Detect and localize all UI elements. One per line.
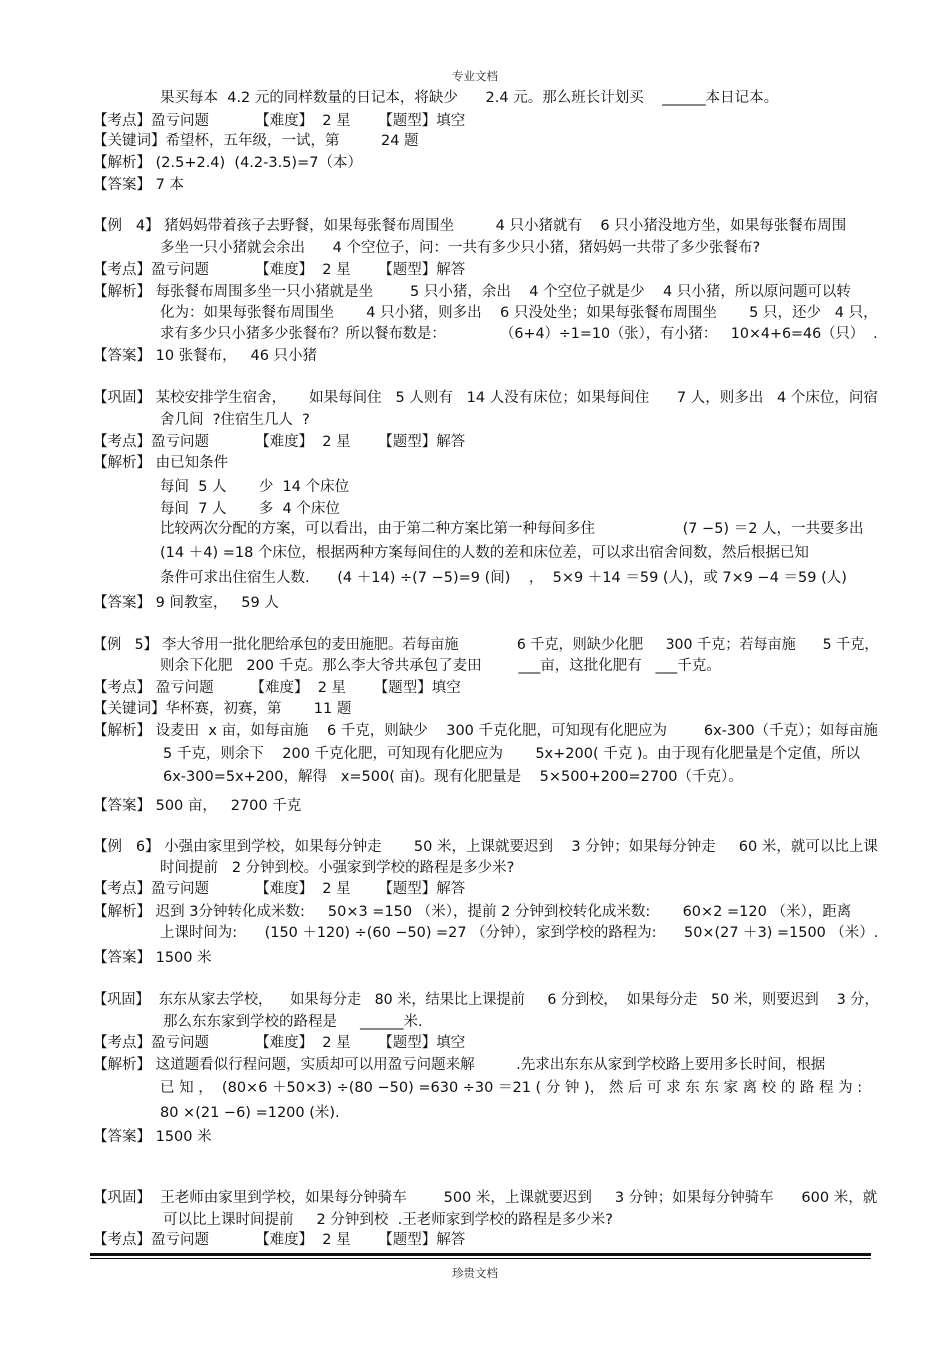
text-line: 【考点】 盈亏问题 【难度】 2 星 【题型】填空	[93, 680, 461, 696]
text-line: 每间 7 人 多 4 个床位	[160, 501, 340, 517]
text-line: (14 ＋4) =18 个床位，根据两种方案每间住的人数的差和床位差，可以求出宿舍间数，然后根据已知	[160, 545, 809, 561]
text-line: 【解析】 由已知条件	[93, 455, 229, 471]
text-line: 【答案】 1500 米	[93, 950, 212, 966]
text-line: 多坐一只小猪就会余出 4 个空位子，问：一共有多少只小猪，猪妈妈一共带了多少张餐布?	[160, 240, 761, 256]
text-line: 条件可求出住宿生人数. (4 ＋14) ÷(7 −5)=9 (间) ， 5×9 ＋14 ＝59 (人)，或 7×9 −4 ＝59 (人)	[160, 570, 847, 586]
text-line: 80 ×(21 −6) =1200 (米).	[160, 1105, 340, 1121]
text-line: 【考点】盈亏问题 【难度】 2 星 【题型】解答	[93, 434, 466, 450]
text-line: 【巩固】 王老师由家里到学校，如果每分钟骑车 500 米，上课就要迟到 3 分钟；如果每分钟骑车 600 米，就	[93, 1190, 878, 1206]
text-line: 已 知 ， (80×6 ＋50×3) ÷(80 −50) =630 ÷30 ＝21 ( 分 钟 )， 然 后 可 求 东 东 家 离 校 的 路 程 为 :	[160, 1080, 863, 1096]
text-line: 【答案】 9 间教室， 59 人	[93, 595, 279, 611]
text-line: 【考点】盈亏问题 【难度】 2 星 【题型】填空	[93, 1035, 466, 1051]
text-line: 【例 4】 猪妈妈带着孩子去野餐，如果每张餐布周围坐 4 只小猪就有 6 只小猪没地方坐，如果每张餐布周围	[93, 218, 847, 234]
text-line: 【关键词】希望杯，五年级，一试，第 24 题	[93, 133, 419, 149]
footer-rule-thick	[90, 1253, 871, 1256]
text-line: 时间提前 2 分钟到校。小强家到学校的路程是多少米?	[160, 860, 515, 876]
text-line: 【解析】 这道题看似行程问题，实质却可以用盈亏问题来解 .先求出东东从家到学校路上要用多长时间，根据	[93, 1057, 826, 1073]
text-line: 每间 5 人 少 14 个床位	[160, 479, 350, 495]
text-line: 【例 6】 小强由家里到学校，如果每分钟走 50 米，上课就要迟到 3 分钟；如果每分钟走 60 米，就可以比上课	[93, 839, 878, 855]
text-line: 舍几间 ?住宿生几人 ?	[160, 412, 310, 428]
text-line: 【考点】盈亏问题 【难度】 2 星 【题型】解答	[93, 1232, 466, 1248]
text-line: 6x-300=5x+200，解得 x=500( 亩)。现有化肥量是 5×500+200=2700（千克）。	[163, 769, 743, 785]
text-line: 可以比上课时间提前 2 分钟到校 .王老师家到学校的路程是多少米?	[163, 1212, 613, 1228]
text-line: 【解析】 迟到 3分钟转化成米数: 50×3 =150 （米），提前 2 分钟到校转化成米数: 60×2 =120 （米），距离	[93, 904, 852, 920]
text-line: 求有多少只小猪多少张餐布？所以餐布数是： （6+4）÷1=10（张），有小猪： 10×4+6=46（只） .	[160, 326, 878, 342]
text-line: 【解析】 每张餐布周围多坐一只小猪就是坐 5 只小猪，余出 4 个空位子就是少 4 只小猪，所以原问题可以转	[93, 284, 851, 300]
text-line: 【答案】 1500 米	[93, 1129, 212, 1145]
text-line: 那么东东家到学校的路程是 ______米.	[163, 1014, 423, 1030]
text-line: 【巩固】 东东从家去学校， 如果每分走 80 米，结果比上课提前 6 分到校， 如果每分走 50 米，则要迟到 3 分，	[93, 992, 879, 1008]
text-line: 化为：如果每张餐布周围坐 4 只小猪，则多出 6 只没处坐；如果每张餐布周围坐 5 只，还少 4 只，	[160, 305, 878, 321]
text-line: 上课时间为: (150 ＋120) ÷(60 −50) =27 （分钟），家到学校的路程为: 50×(27 ＋3) =1500 （米）.	[160, 925, 879, 941]
text-line: 【考点】盈亏问题 【难度】 2 星 【题型】解答	[93, 881, 466, 897]
text-line: 【答案】 7 本	[93, 177, 184, 193]
text-line: 【解析】 (2.5+2.4) (4.2-3.5)=7（本）	[93, 155, 362, 171]
text-line: 【关键词】华杯赛，初赛，第 11 题	[93, 701, 352, 717]
page-header: 专业文档	[452, 69, 498, 83]
page-footer: 珍贵文档	[452, 1266, 498, 1280]
text-line: 【例 5】 李大爷用一批化肥给承包的麦田施肥。若每亩施 6 千克，则缺少化肥 300 千克；若每亩施 5 千克，	[93, 637, 879, 653]
text-line: 5 千克，则余下 200 千克化肥，可知现有化肥应为 5x+200( 千克 )。由于现有化肥量是个定值，所以	[163, 746, 860, 762]
text-line: 【考点】盈亏问题 【难度】 2 星 【题型】填空	[93, 113, 466, 129]
text-line: 【答案】 10 张餐布， 46 只小猪	[93, 348, 318, 364]
text-line: 【巩固】 某校安排学生宿舍， 如果每间住 5 人则有 14 人没有床位；如果每间住 7 人，则多出 4 个床位，问宿	[93, 390, 878, 406]
text-line: 【考点】盈亏问题 【难度】 2 星 【题型】解答	[93, 262, 466, 278]
text-line: 【解析】 设麦田 x 亩，如每亩施 6 千克，则缺少 300 千克化肥，可知现有化肥应为 6x-300（千克）；如每亩施	[93, 723, 878, 739]
footer-rule-thin	[90, 1258, 871, 1259]
text-line: 则余下化肥 200 千克。那么李大爷共承包了麦田 ___亩，这批化肥有 ___千克。	[160, 658, 721, 674]
text-line: 【答案】 500 亩， 2700 千克	[93, 798, 302, 814]
text-line: 果买每本 4.2 元的同样数量的日记本，将缺少 2.4 元。那么班长计划买 ______本日记本。	[160, 90, 779, 106]
text-line: 比较两次分配的方案，可以看出，由于第二种方案比第一种每间多住 (7 −5) ＝2 人，一共要多出	[160, 521, 864, 537]
